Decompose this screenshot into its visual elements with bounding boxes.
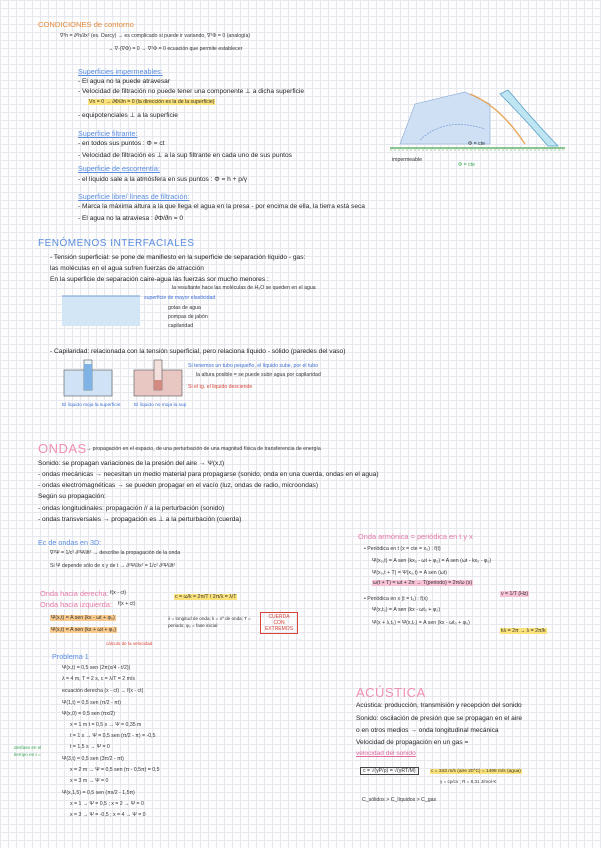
problema-line-13: x = 1 → Ψ = 0,5 ; x = 2 → Ψ = 0: [70, 801, 144, 807]
acustica-line-7: γ = cp/cv ; R = 8,31 J/mol·K: [440, 779, 497, 784]
onda-izquierda-title: Onda hacia izquierda:: [40, 600, 112, 609]
escorrentia-line-1: - el líquido sale a la atmósfera en sus puntos : Φ = h + p/γ: [78, 176, 248, 183]
onda-velocidad-eq: c = ω/k = 2π/T / 2π/λ = λ/T: [175, 594, 237, 600]
acustica-line-1: Acústica: producción, transmisión y recepción del sonido: [356, 702, 522, 709]
problema-line-8: t = 1,5 s → Ψ = 0: [70, 744, 110, 750]
ec-ondas-title: Ec de ondas en 3D:: [38, 538, 102, 547]
filtrante-line-1: - en todos sus puntos : Φ = ct: [78, 140, 165, 147]
acustica-title: ACÚSTICA: [356, 685, 426, 700]
fenomenos-title: FENÓMENOS INTERFACIALES: [38, 238, 195, 249]
ondas-title: ONDAS: [38, 441, 87, 456]
tension-note-3: gotas de agua: [168, 305, 201, 311]
fenomenos-p2: las moléculas en el agua sufren fuerzas de atracción: [50, 265, 204, 272]
acustica-line-4: Velocidad de propagación en un gas =: [356, 739, 469, 746]
impermeable-line-4: - equipotenciales ⊥ a la superficie: [78, 112, 178, 119]
armonica-8: Ψ(x + λ,t₀) = Ψ(x,t₀) = A sen (kx - ωt₀ + φ₀): [372, 620, 470, 626]
onda-derecha-eq: f(x - ct): [110, 590, 127, 596]
ondas-line-2: - ondas mecánicas → necesitan un medio material para propagarse (sonido, onda en una cuerda, ondas en el agua): [38, 471, 379, 478]
onda-calculo-velocidad: cálculo de la velocidad: [106, 641, 153, 646]
problema-line-2: λ = 4 m, T = 2 s, c = λ/T = 2 m/s: [62, 676, 135, 682]
ec-ondas-2: Si Ψ depende sólo de x y de t → ∂²Ψ/∂x² = 1/c² ∂²Ψ/∂t²: [50, 563, 176, 569]
onda-izquierda-eq: f(x + ct): [118, 601, 136, 607]
capillary-fig-1-caption: El líquido moja la superficie: [62, 403, 121, 408]
impermeable-title: Superficies impermeables:: [78, 67, 163, 76]
ondas-line-4: Según su propagación:: [38, 493, 106, 500]
problema-line-7: t = 1 s → Ψ = 0,5 sen (π/2 - π) = -0,5: [70, 733, 156, 739]
problema-line-10: x = 2 m → Ψ = 0,5 sen (π - 0,5π) = 0,5: [70, 767, 160, 773]
libre-line-1: - Marca la máxima altura a la que llega el agua en la presa - por encima de ella, la tierra está seca: [78, 203, 365, 210]
onda-parametros: λ = longitud de onda; k = nº de onda; T = periodo; φ₀ = fase inicial: [168, 616, 251, 628]
libre-line-2: - El agua no la atraviesa : ∂Φ/∂n = 0: [78, 215, 184, 222]
onda-eq-derecha: Ψ(x,t) = A sen (kx - ωt + φ₀): [51, 615, 115, 621]
tension-note-5: capilaridad: [168, 323, 194, 329]
fenomenos-p3: En la superficie de separación caire-agua las fuerzas sor mucho menores :: [50, 276, 269, 283]
contorno-title: CONDICIONES de contorno: [38, 20, 134, 29]
dam-label-phi: Φ = cte: [458, 162, 475, 168]
dam-label-cte: Φ = cte: [468, 141, 485, 147]
problema-line-3: ecuación derecha (x - ct) → f(x - ct): [62, 688, 144, 694]
armonica-6: • Periódica en x (t = t₀) : f(x): [364, 596, 428, 602]
acustica-line-3: o en otros medios → onda longitudinal mecánica: [356, 727, 499, 734]
acustica-line-6: c = √(γP/ρ) = √(γRT/M): [360, 768, 419, 775]
capillary-note-1: Si tenemos un tubo pequeño, el líquido sube, por el tubo: [188, 363, 319, 369]
dam-label-impermeable: impermeable: [392, 157, 422, 163]
acustica-line-2: Sonido: oscilación de presión que se propagan en el aire: [356, 715, 523, 722]
acustica-line-8: c = 343 m/s (aire 20°C) = 1498 m/s (agua): [431, 769, 521, 774]
problema-side-note: desfase en el tiempo en t =: [14, 745, 42, 757]
problema-line-1: Ψ(x,t) = 0,5 sen (2π(x/4 - t/2)): [62, 665, 131, 671]
capillary-sketch-2: [134, 360, 184, 398]
capilaridad-line: - Capilaridad: relacionada con la tensión superficial, pero relaciona líquido - sólido (paredes del vaso): [50, 348, 346, 355]
capillary-note-3: Si el tg. el liquido desciende: [188, 384, 253, 390]
escorrentia-title: Superficie de escorrentía:: [78, 164, 160, 173]
tension-note-4: pompas de jabón: [168, 314, 208, 320]
ec-ondas-1: ∇²Ψ = 1/c² ∂²Ψ/∂t² → describe la propagación de la onda: [50, 550, 181, 556]
capillary-note-2: la altura posible = se puede subir agua por capilaridad: [196, 372, 321, 378]
filtrante-title: Superficie filtrante:: [78, 129, 138, 138]
impermeable-line-3: Vn = 0 → ∂Φ/∂n = 0 (la dirección es la de la superficie): [89, 99, 215, 105]
impermeable-line-1: - El agua no la puede atravesar: [78, 78, 171, 85]
problema-line-14: x = 3 → Ψ = -0,5 ; x = 4 → Ψ = 0: [70, 812, 146, 818]
filtrante-line-2: - Velocidad de filtración es ⊥ a la sup filtrante en cada uno de sus puntos: [78, 152, 292, 159]
libre-title: Superficie libre/ líneas de filtración:: [78, 192, 190, 201]
problema-line-5: Ψ(x,0) = 0,5 sen (πx/2): [62, 711, 116, 717]
problema-line-9: Ψ(3,t) = 0,5 sen (3π/2 - πt): [62, 756, 124, 762]
ondas-line-3: - ondas electromagnéticas → se pueden propagar en el vacío (luz, ondas de radio, microondas): [38, 482, 319, 489]
acustica-line-5: velocidad del sonido: [356, 750, 416, 757]
armonica-3: Ψ(x₀,t + T) = Ψ(x₀,t) = A sen (ωt): [372, 570, 448, 576]
tension-note-1: la resultante hace las moléculas de H₂O se queden en el agua: [172, 285, 316, 291]
ondas-title-note: → propagación en el espacio, de una perturbación de una magnitud física de transferencia de energía: [86, 446, 321, 452]
onda-eq-izquierda: Ψ(x,t) = A sen (kx + ωt + φ₀): [51, 627, 117, 633]
problema-line-11: x = 3 m → Ψ = 0: [70, 778, 109, 784]
armonica-7: Ψ(x,t₀) = A sen (kx - ωt₀ + φ₀): [372, 607, 441, 613]
problema-line-4: Ψ(1,t) = 0,5 sen (π/2 - πt): [62, 700, 121, 706]
cuerda-box: CUERDA CON EXTREMOS: [260, 612, 298, 634]
acustica-line-9: C_sólidos > C_líquidos > C_gas: [362, 797, 437, 803]
onda-derecha-title: Onda hacia derecha:: [40, 589, 109, 598]
contorno-eq2: → ∇·(∇Φ) = 0 → ∇²Φ = 0 ecuación que permite establecer: [108, 46, 243, 52]
capillary-sketch-1: [64, 360, 114, 398]
capillary-fig-2-caption: El líquido no moja la sup: [134, 403, 187, 408]
ondas-line-5: - ondas longitudinales: propagación // a la perturbación (sonido): [38, 505, 225, 512]
armonica-9: kλ = 2π → λ = 2π/k: [501, 628, 546, 634]
problema-title: Problema 1: [52, 652, 89, 661]
armonica-title: Onda armónica = periódica en t y x: [358, 532, 473, 541]
ondas-line-1: Sonido: se propagan variaciones de la presión del aire → Ψ(x,t): [38, 460, 225, 467]
tension-note-2: superficie de mayor elasticidad: [144, 295, 216, 301]
impermeable-line-2: - Velocidad de filtración no puede tener una componente ⊥ a dicha superficie: [78, 88, 305, 95]
contorno-eq1: ∇²h = ∂²h/∂x² (es. Darcy) → es complicado si puede ir variando, ∇²Φ = 0 (analogía): [60, 33, 251, 39]
ondas-line-6: - ondas transversales → propagación es ⊥ a la perturbación (cuerda): [38, 516, 242, 523]
armonica-1: • Periódica en t (x = cte = x₀) : f(t): [364, 546, 441, 552]
problema-line-12: Ψ(x,1,5) = 0,5 sen (πx/2 - 1,5π): [62, 790, 135, 796]
surface-tension-sketch: [62, 292, 142, 328]
armonica-5: ν = 1/T (Hz): [501, 591, 529, 597]
problema-line-6: x = 1 m t = 0,5 s → Ψ = 0,35 m: [70, 722, 142, 728]
fenomenos-p1: - Tensión superficial: se pone de manifiesto en la superficie de separación líquido - gas:: [50, 254, 306, 261]
armonica-4: ω(t + T) = ωt + 2π → T(periodo) = 2π/ω (s): [373, 580, 473, 586]
armonica-2: Ψ(x₀,t) = A sen (kx₀ - ωt + φ₀) = A sen (ωt - kx₀ - φ₀): [372, 558, 492, 564]
